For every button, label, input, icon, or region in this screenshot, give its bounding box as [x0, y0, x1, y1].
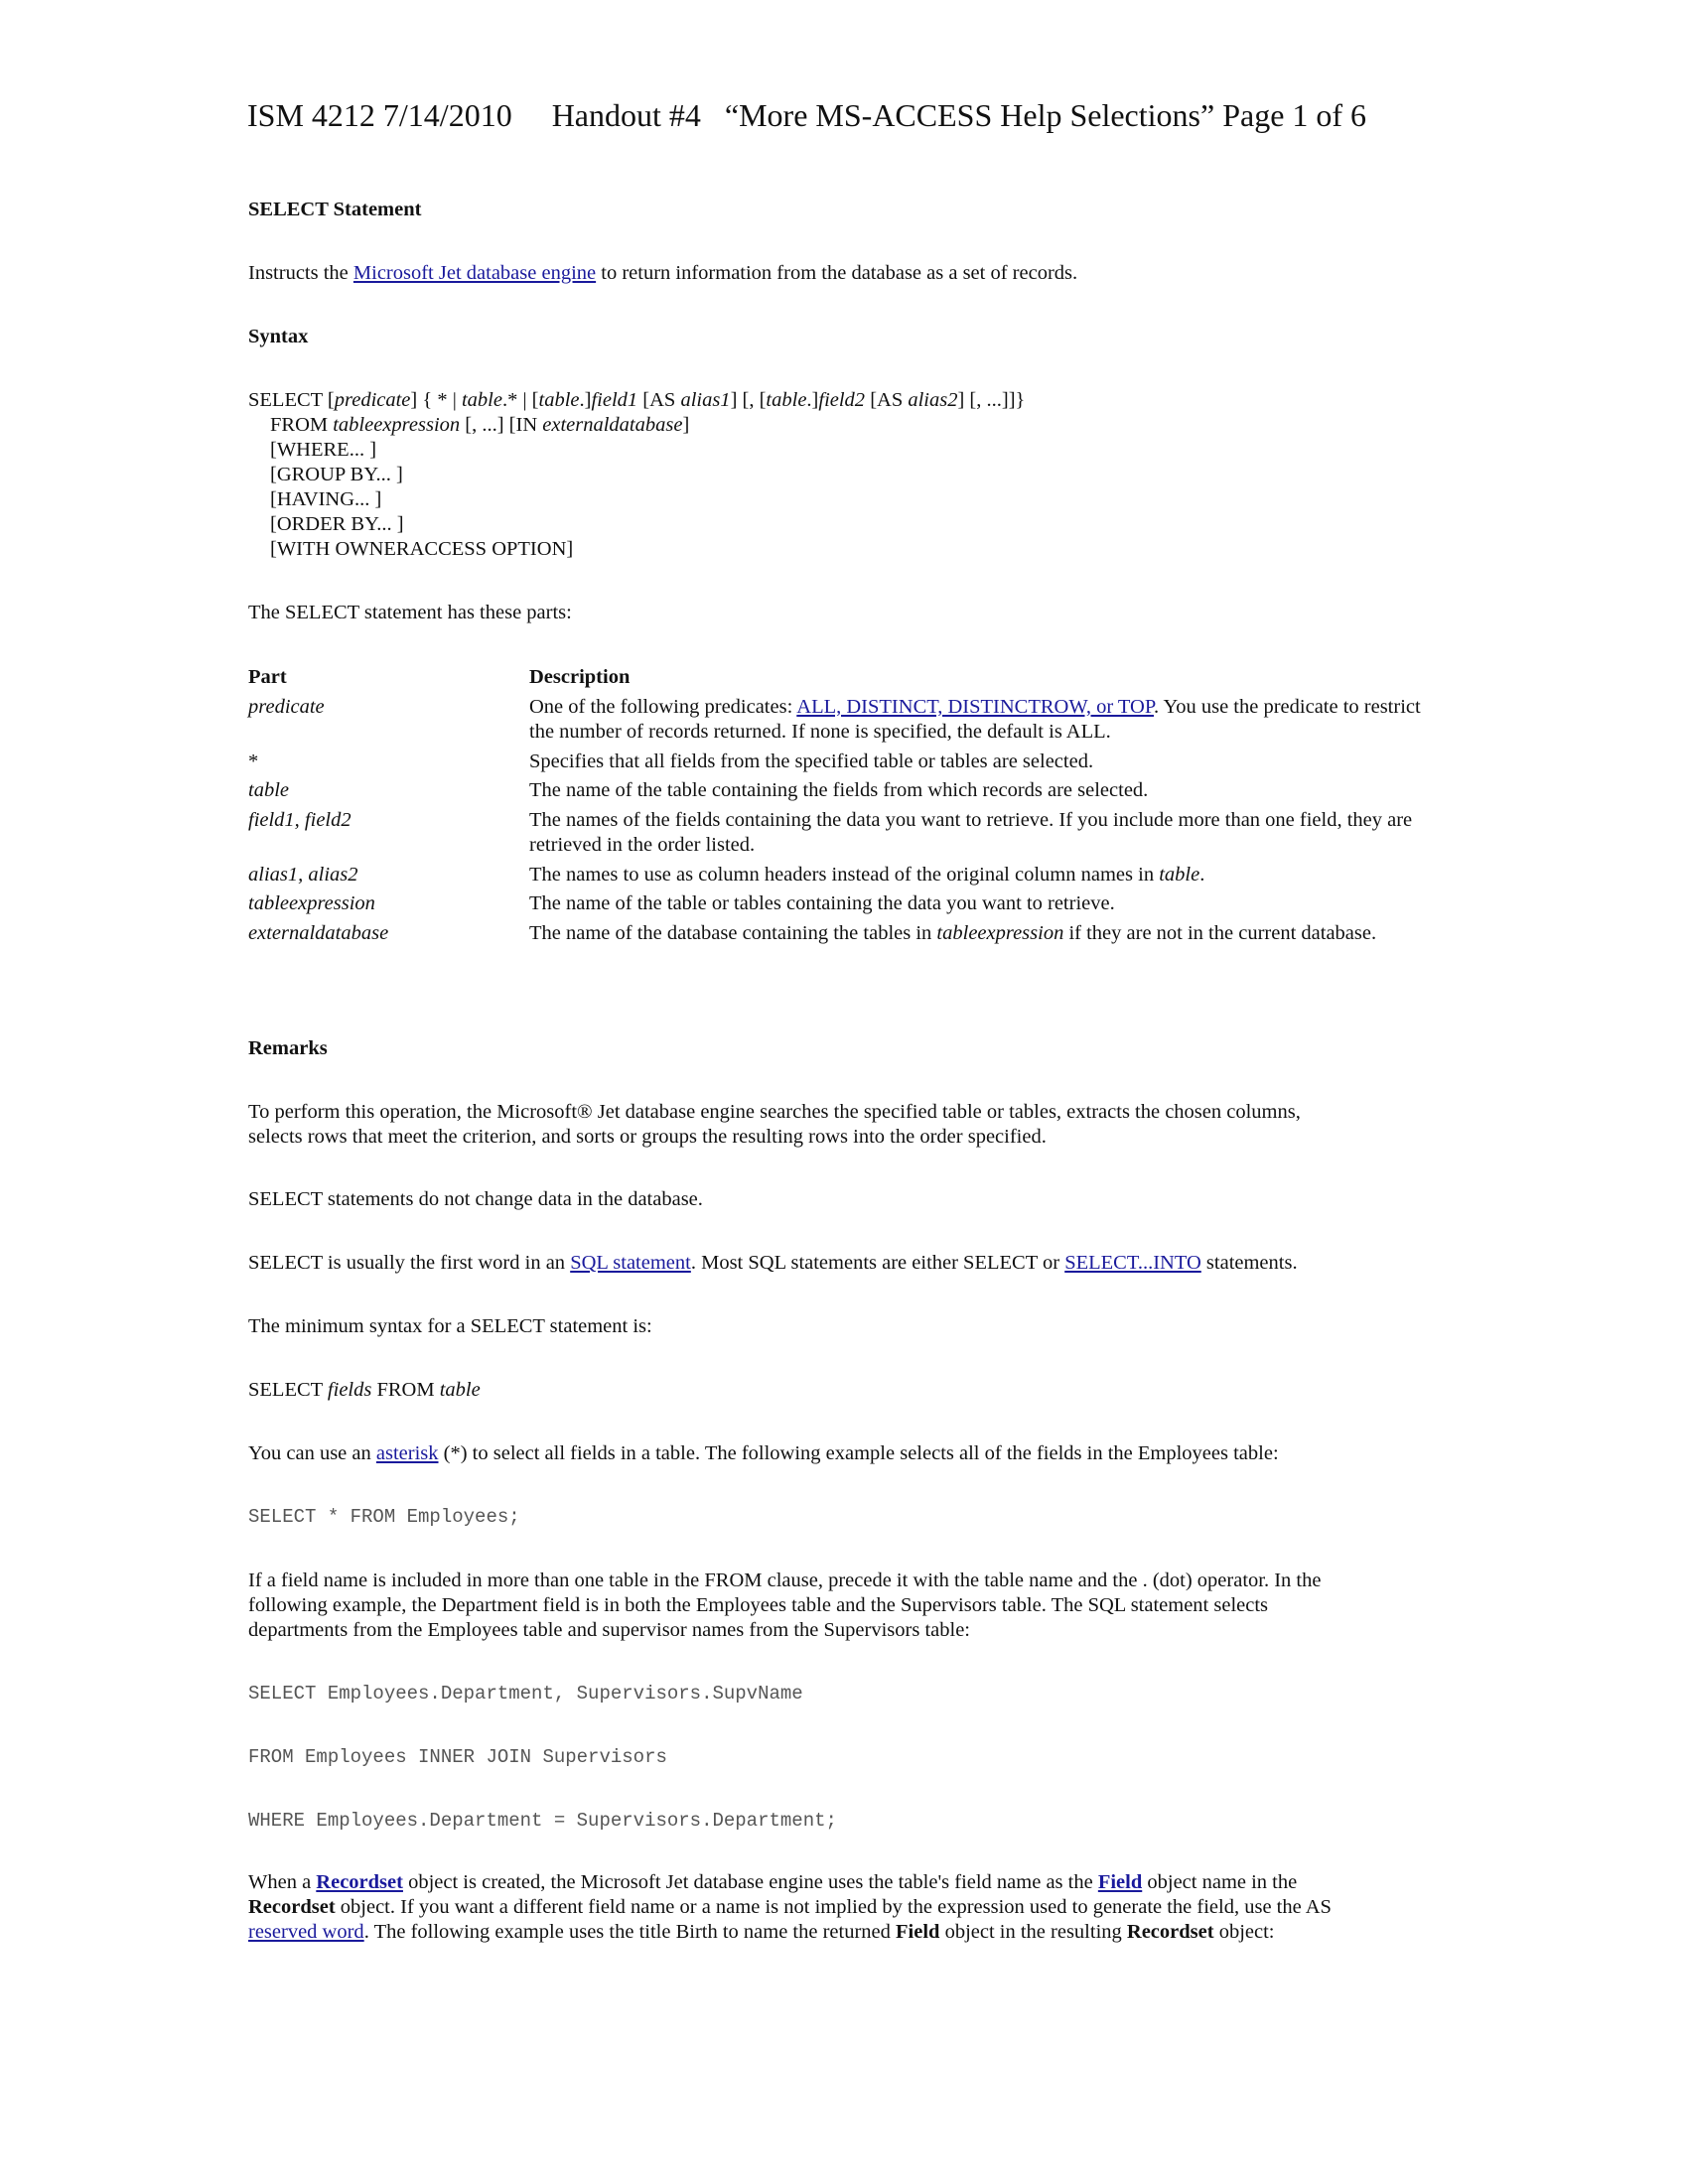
syntax-token: ] — [682, 414, 690, 436]
syntax-token: [AS — [865, 389, 909, 411]
paragraph-line: following example, the Department field is in both the Employees table and the Supervisors table. The SQL statement selects — [248, 1594, 1269, 1616]
remarks-heading: Remarks — [248, 1037, 328, 1059]
syntax-token: ] [, ...]]} — [957, 389, 1026, 411]
syntax-token: predicate — [334, 389, 411, 411]
bold-term: Field — [896, 1921, 940, 1943]
syntax-token: .] — [579, 389, 592, 411]
description-italic: table — [1159, 863, 1200, 886]
syntax-clause-having: [HAVING... ] — [270, 488, 382, 510]
link-asterisk[interactable]: asterisk — [375, 1442, 439, 1464]
part-name: table — [248, 779, 289, 801]
syntax-token: .] — [806, 389, 819, 411]
remarks-paragraph-7 — [248, 1569, 1321, 1643]
link-select-into[interactable]: SELECT...INTO — [1064, 1252, 1201, 1274]
paragraph-text: You can use an — [248, 1442, 376, 1464]
remarks-paragraph-3 — [248, 1251, 1298, 1276]
page-number: Page 1 of 6 — [1222, 97, 1367, 133]
handout-title: “More MS-ACCESS Help Selections” — [724, 97, 1215, 133]
paragraph-line: departments from the Employees table and supervisor names from the Supervisors table: — [248, 1619, 970, 1641]
description-text: One of the following predicates: — [529, 695, 797, 718]
page-header — [247, 95, 1366, 135]
part-description: The name of the table or tables containing the data you want to retrieve. — [529, 892, 1115, 914]
description-italic: tableexpression — [936, 921, 1064, 944]
column-header-part: Part — [248, 666, 287, 688]
syntax-heading: Syntax — [248, 326, 309, 347]
syntax-token: [AS — [637, 389, 681, 411]
description-text: The names to use as column headers instead of the original column names in — [529, 863, 1160, 886]
syntax-clause-order-by: [ORDER BY... ] — [270, 513, 404, 535]
paragraph-line — [248, 1870, 1332, 1895]
parts-intro: The SELECT statement has these parts: — [248, 602, 572, 623]
part-name: alias1, alias2 — [248, 863, 358, 886]
part-name: tableexpression — [248, 892, 375, 914]
syntax-clause-owneraccess: [WITH OWNERACCESS OPTION] — [270, 538, 574, 560]
paragraph-text: . The following example uses the title Birth to name the returned — [363, 1921, 897, 1943]
description-text: if they are not in the current database. — [1063, 921, 1377, 944]
paragraph-text: . Most SQL statements are either SELECT or — [690, 1252, 1065, 1274]
code-example-2-from: FROM Employees INNER JOIN Supervisors — [248, 1746, 667, 1768]
minimum-syntax — [248, 1378, 481, 1403]
part-name: predicate — [248, 695, 325, 718]
paragraph-text: statements. — [1200, 1252, 1298, 1274]
part-description: Specifies that all fields from the specified table or tables are selected. — [529, 750, 1094, 772]
syntax-token: externaldatabase — [542, 414, 683, 436]
paragraph-line — [248, 1920, 1332, 1945]
parts-table — [248, 665, 1423, 946]
paragraph-line — [248, 1895, 1332, 1920]
paragraph-text: object in the resulting — [939, 1921, 1127, 1943]
part-description — [529, 695, 1423, 746]
syntax-clause-where: [WHERE... ] — [270, 439, 377, 461]
part-description: The name of the table containing the fields from which records are selected. — [529, 779, 1149, 801]
paragraph-text: object name in the — [1142, 1871, 1298, 1893]
syntax-token: alias1 — [680, 389, 731, 411]
part-name: externaldatabase — [248, 921, 389, 944]
table-row — [248, 891, 1423, 917]
description-text: . You use the predicate to restrict the number of records returned. If none is specified, the default is ALL. — [529, 695, 1421, 743]
intro-text-end: to return information from the database as a set of records. — [596, 262, 1078, 284]
table-row — [248, 863, 1423, 888]
remarks-paragraph-4: The minimum syntax for a SELECT statement is: — [248, 1315, 652, 1337]
link-recordset[interactable]: Recordset — [316, 1871, 403, 1893]
link-sql-statement[interactable]: SQL statement — [570, 1252, 691, 1274]
table-header-row — [248, 665, 1423, 691]
paragraph-text: (*) to select all fields in a table. The following example selects all of the fields in the Employees table: — [438, 1442, 1279, 1464]
bold-term: Recordset — [248, 1896, 336, 1918]
syntax-token: table — [538, 389, 580, 411]
table-row — [248, 808, 1423, 859]
course-id: ISM 4212 7/14/2010 — [247, 97, 512, 133]
link-field[interactable]: Field — [1097, 1871, 1143, 1893]
syntax-token: SELECT — [248, 1379, 328, 1401]
link-predicates[interactable]: ALL, DISTINCT, DISTINCTROW, or TOP — [796, 695, 1154, 718]
part-description: The names of the fields containing the data you want to retrieve. If you include more than one field, they are retrieved in the order listed. — [529, 808, 1413, 856]
table-row — [248, 921, 1423, 947]
syntax-token: table — [461, 389, 502, 411]
syntax-token: ] { * | — [410, 389, 462, 411]
paragraph-text: object is created, the Microsoft Jet database engine uses the table's field name as the — [402, 1871, 1098, 1893]
part-name: field1, field2 — [248, 808, 352, 831]
paragraph-text: When a — [248, 1871, 317, 1893]
bold-term: Recordset — [1126, 1921, 1214, 1943]
remarks-paragraph-2: SELECT statements do not change data in the database. — [248, 1188, 703, 1210]
paragraph-line: To perform this operation, the Microsoft® Jet database engine searches the specified table or tables, extracts the chosen columns, — [248, 1101, 1301, 1123]
column-header-description: Description — [529, 666, 631, 688]
code-example-1: SELECT * FROM Employees; — [248, 1506, 520, 1528]
description-text: The name of the database containing the tables in — [529, 921, 937, 944]
link-reserved-word[interactable]: reserved word — [248, 1921, 364, 1943]
code-example-2-where: WHERE Employees.Department = Supervisors.Department; — [248, 1810, 837, 1832]
syntax-token: ] [, [ — [730, 389, 767, 411]
syntax-line-select — [248, 388, 1025, 413]
syntax-token: FROM — [270, 414, 334, 436]
syntax-clause-group-by: [GROUP BY... ] — [270, 464, 403, 485]
syntax-token: FROM — [371, 1379, 440, 1401]
part-name: * — [248, 750, 259, 772]
intro-paragraph — [248, 261, 1077, 286]
syntax-token: SELECT [ — [248, 389, 335, 411]
code-example-2-select: SELECT Employees.Department, Supervisors.SupvName — [248, 1683, 803, 1705]
syntax-token: field1 — [591, 389, 638, 411]
handout-number: Handout #4 — [551, 97, 701, 133]
table-row — [248, 778, 1423, 804]
syntax-token: table — [766, 389, 807, 411]
syntax-token: table — [439, 1379, 481, 1401]
paragraph-text: object. If you want a different field name or a name is not implied by the expression used to generate the field, use the AS — [335, 1896, 1332, 1918]
part-description — [529, 921, 1423, 947]
syntax-line-from — [248, 413, 689, 438]
link-jet-engine[interactable]: Microsoft Jet database engine — [352, 262, 597, 284]
syntax-token: [, ...] [IN — [460, 414, 543, 436]
table-row — [248, 695, 1423, 746]
syntax-token: .* | [ — [501, 389, 539, 411]
syntax-token: tableexpression — [333, 414, 461, 436]
syntax-token: field2 — [818, 389, 866, 411]
part-description — [529, 863, 1423, 888]
description-text: . — [1199, 863, 1205, 886]
paragraph-line: selects rows that meet the criterion, and sorts or groups the resulting rows into the order specified. — [248, 1126, 1047, 1148]
intro-text: Instructs the — [248, 262, 353, 284]
remarks-paragraph-6 — [248, 1441, 1279, 1466]
paragraph-line: If a field name is included in more than one table in the FROM clause, precede it with the table name and the . (dot) operator. In the — [248, 1570, 1322, 1591]
remarks-paragraph-1 — [248, 1100, 1301, 1150]
table-row — [248, 750, 1423, 775]
section-title: SELECT Statement — [248, 199, 422, 220]
paragraph-text: object: — [1213, 1921, 1275, 1943]
syntax-token: alias2 — [908, 389, 958, 411]
paragraph-text: SELECT is usually the first word in an — [248, 1252, 571, 1274]
remarks-paragraph-8 — [248, 1870, 1332, 1945]
syntax-token: fields — [327, 1379, 372, 1401]
